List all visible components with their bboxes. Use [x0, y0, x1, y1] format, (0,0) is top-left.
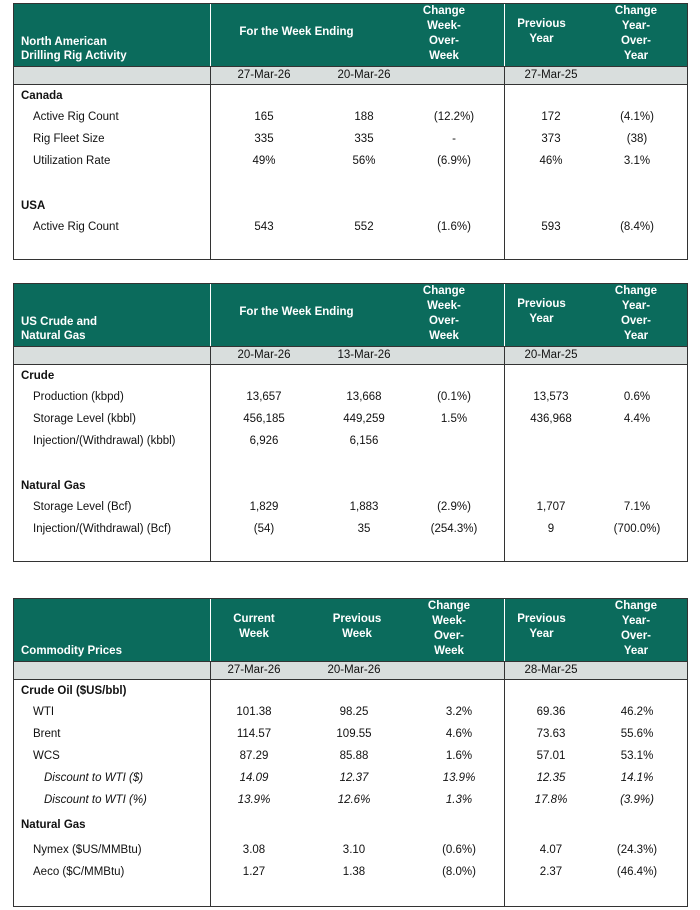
cell-value: (12.2%) [433, 111, 475, 123]
cell-value: 13,668 [346, 391, 382, 403]
row-label: Injection/(Withdrawal) (Bcf) [33, 523, 172, 535]
table-row [14, 431, 687, 453]
crude-gas-table [13, 283, 688, 562]
cell-value: 35 [357, 523, 371, 535]
cell-value: 4.4% [623, 413, 651, 425]
cell-value: 49% [252, 155, 276, 167]
row-label: Active Rig Count [33, 111, 119, 123]
cell-value: 114.57 [236, 728, 272, 740]
cell-value: 13,573 [533, 391, 569, 403]
cell-value: 3.2% [445, 706, 473, 718]
table-header [14, 599, 687, 661]
cell-value: 56% [352, 155, 376, 167]
cell-value: 55.6% [620, 728, 654, 740]
table-row [14, 387, 687, 409]
date-row [14, 346, 687, 365]
table-row [14, 519, 687, 541]
date-current: 20-Mar-26 [237, 349, 291, 361]
cell-value: 1.38 [342, 866, 366, 878]
cell-value: 7.1% [623, 501, 651, 513]
cell-value: (0.6%) [442, 844, 476, 856]
cell-value: 12.37 [339, 772, 369, 784]
cell-value: 1,829 [249, 501, 279, 513]
cell-value: 14.1% [620, 772, 654, 784]
table-row [14, 768, 687, 790]
cell-value: 6,926 [249, 435, 279, 447]
section-heading [14, 85, 687, 107]
date-previous: 20-Mar-26 [337, 69, 391, 81]
date-current: 27-Mar-26 [227, 664, 281, 676]
row-label: Aeco ($C/MMBtu) [33, 866, 125, 878]
table-row [14, 746, 687, 768]
cell-value: (24.3%) [616, 844, 658, 856]
cell-value: 2.37 [539, 866, 563, 878]
header-previous-year: Previous Year [517, 18, 566, 45]
commodity-prices-table [13, 598, 688, 907]
cell-value: 165 [254, 111, 274, 123]
cell-value: 1.27 [242, 866, 266, 878]
section-label: Crude Oil ($US/bbl) [21, 685, 127, 697]
header-change-yoy: Change Year- Over- Year [614, 5, 658, 62]
section-label: Natural Gas [21, 819, 86, 831]
cell-value: 69.36 [536, 706, 566, 718]
row-label: Utilization Rate [33, 155, 111, 167]
table-title: Commodity Prices [21, 645, 122, 657]
cell-value: 335 [354, 133, 374, 145]
cell-value: (46.4%) [616, 866, 658, 878]
row-label: Active Rig Count [33, 221, 119, 233]
row-label: Rig Fleet Size [33, 133, 105, 145]
cell-value: (700.0%) [613, 523, 661, 535]
table-row [14, 217, 687, 239]
cell-value: 1,883 [349, 501, 379, 513]
header-week-ending: For the Week Ending [239, 26, 354, 38]
cell-value: 9 [547, 523, 555, 535]
section-label: USA [21, 200, 46, 212]
table-row [14, 107, 687, 129]
cell-value: 17.8% [534, 794, 568, 806]
header-change-wow: Change Week- Over- Week [427, 600, 471, 657]
row-label: Brent [33, 728, 61, 740]
date-previous: 13-Mar-26 [337, 349, 391, 361]
cell-value: 3.08 [242, 844, 266, 856]
header-week-ending: For the Week Ending [239, 306, 354, 318]
cell-value: 53.1% [620, 750, 654, 762]
cell-value: 3.1% [623, 155, 651, 167]
cell-value: (3.9%) [620, 794, 654, 806]
cell-value: 543 [254, 221, 274, 233]
date-row [14, 66, 687, 85]
cell-value: (4.1%) [620, 111, 654, 123]
cell-value: 6,156 [349, 435, 379, 447]
table-header [14, 284, 687, 346]
cell-value: 12.6% [337, 794, 371, 806]
table-row [14, 724, 687, 746]
cell-value: 1.6% [445, 750, 473, 762]
cell-value: 98.25 [339, 706, 369, 718]
cell-value: 87.29 [239, 750, 269, 762]
cell-value: 552 [354, 221, 374, 233]
cell-value: 14.09 [239, 772, 269, 784]
header-change-wow: Change Week- Over- Week [422, 285, 466, 342]
header-previous-week: Previous Week [332, 613, 382, 640]
cell-value: 188 [354, 111, 374, 123]
section-label: Natural Gas [21, 480, 86, 492]
section-heading [14, 365, 687, 387]
cell-value: 4.6% [445, 728, 473, 740]
table-row [14, 790, 687, 812]
cell-value: 1,707 [536, 501, 566, 513]
table-row [14, 409, 687, 431]
cell-value: (38) [626, 133, 648, 145]
row-label: Storage Level (Bcf) [33, 501, 132, 513]
cell-value: 57.01 [536, 750, 566, 762]
cell-value: 101.38 [236, 706, 272, 718]
date-row [14, 661, 687, 680]
cell-value: 12.35 [536, 772, 566, 784]
table-title: North American Drilling Rig Activity [21, 36, 127, 62]
cell-value: 13.9% [237, 794, 271, 806]
header-change-yoy: Change Year- Over- Year [614, 600, 658, 657]
cell-value: (6.9%) [437, 155, 471, 167]
cell-value: 46% [539, 155, 563, 167]
cell-value: (8.0%) [442, 866, 476, 878]
cell-value: - [452, 133, 456, 145]
cell-value: 4.07 [539, 844, 563, 856]
header-change-yoy: Change Year- Over- Year [614, 285, 658, 342]
cell-value: 1.5% [440, 413, 468, 425]
date-previous-year: 27-Mar-25 [524, 69, 578, 81]
cell-value: 449,259 [343, 413, 385, 425]
cell-value: (0.1%) [437, 391, 471, 403]
cell-value: 436,968 [530, 413, 572, 425]
table-title: US Crude and Natural Gas [21, 316, 98, 342]
cell-value: (1.6%) [437, 221, 471, 233]
row-label: Nymex ($US/MMBtu) [33, 844, 142, 856]
cell-value: 13.9% [442, 772, 476, 784]
date-previous-year: 28-Mar-25 [524, 664, 578, 676]
table-header [14, 4, 687, 66]
cell-value: 172 [541, 111, 561, 123]
row-label: Discount to WTI (%) [44, 794, 147, 806]
cell-value: (2.9%) [437, 501, 471, 513]
table-row [14, 862, 687, 884]
section-label: Crude [21, 370, 55, 382]
cell-value: (54) [253, 523, 275, 535]
cell-value: 13,657 [246, 391, 282, 403]
cell-value: 73.63 [536, 728, 566, 740]
cell-value: 109.55 [336, 728, 372, 740]
cell-value: 335 [254, 133, 274, 145]
section-heading [14, 812, 687, 840]
cell-value: 373 [541, 133, 561, 145]
header-previous-year: Previous Year [517, 613, 566, 640]
row-label: Discount to WTI ($) [44, 772, 144, 784]
table-row [14, 129, 687, 151]
section-heading [14, 195, 687, 217]
section-label: Canada [21, 90, 63, 102]
date-previous-year: 20-Mar-25 [524, 349, 578, 361]
header-previous-year: Previous Year [517, 298, 566, 325]
section-heading [14, 475, 687, 497]
cell-value: 3.10 [342, 844, 366, 856]
cell-value: 46.2% [620, 706, 654, 718]
row-label: Injection/(Withdrawal) (kbbl) [33, 435, 176, 447]
table-row [14, 497, 687, 519]
row-label: WTI [33, 706, 55, 718]
table-row [14, 702, 687, 724]
cell-value: 1.3% [445, 794, 473, 806]
header-current-week: Current Week [233, 613, 275, 640]
date-previous: 20-Mar-26 [327, 664, 381, 676]
cell-value: (254.3%) [430, 523, 478, 535]
row-label: Production (kbpd) [33, 391, 124, 403]
date-current: 27-Mar-26 [237, 69, 291, 81]
row-label: Storage Level (kbbl) [33, 413, 136, 425]
row-label: WCS [33, 750, 60, 762]
table-row [14, 151, 687, 173]
cell-value: 593 [541, 221, 561, 233]
cell-value: 0.6% [623, 391, 651, 403]
cell-value: (8.4%) [620, 221, 654, 233]
table-row [14, 840, 687, 862]
header-change-wow: Change Week- Over- Week [422, 5, 466, 62]
cell-value: 456,185 [243, 413, 285, 425]
rig-activity-table [13, 3, 688, 260]
cell-value: 85.88 [339, 750, 369, 762]
section-heading [14, 680, 687, 702]
